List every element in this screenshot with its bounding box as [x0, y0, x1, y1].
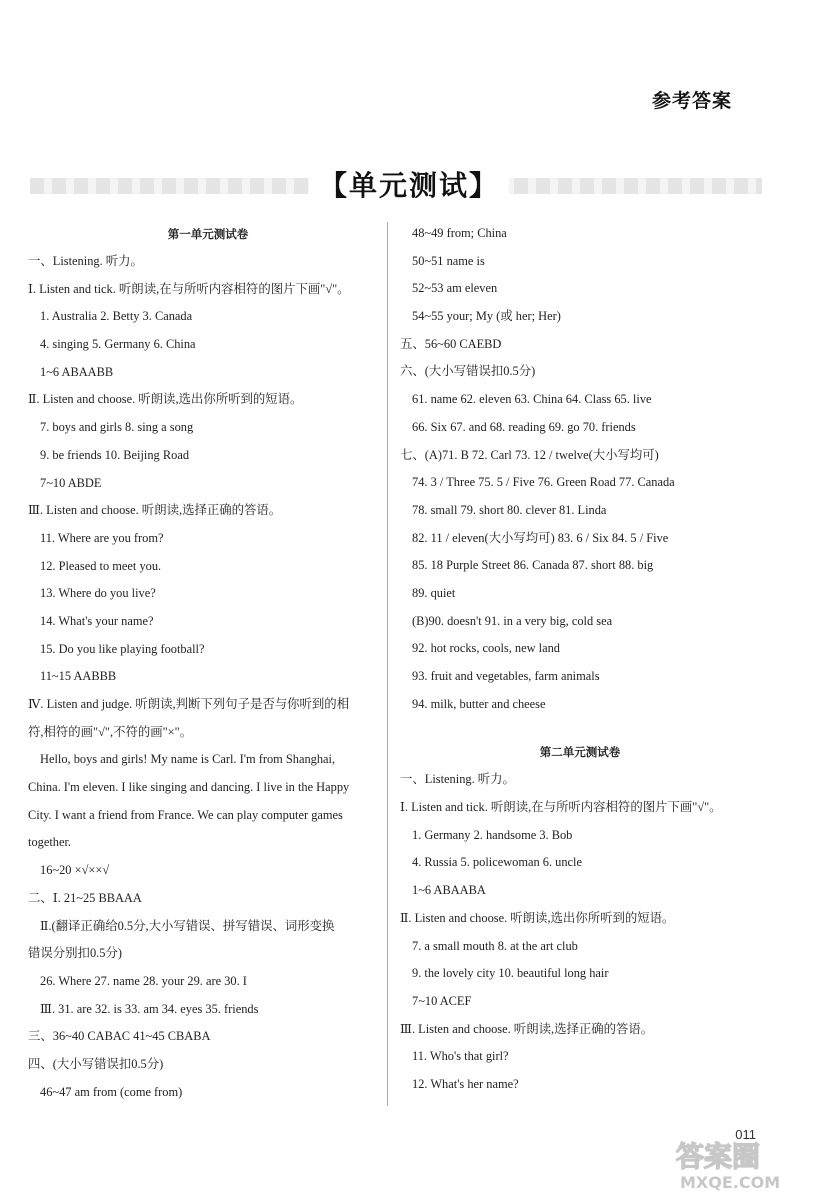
- answer-line: 50~51 name is: [412, 253, 485, 268]
- question-heading: Ⅰ. Listen and tick. 听朗读,在与所听内容相符的图片下画"√"。: [400, 800, 722, 815]
- answer-line: 9. be friends 10. Beijing Road: [40, 447, 190, 462]
- answer-line: 1. Germany 2. handsome 3. Bob: [412, 827, 573, 842]
- banner-title: 【单元测试】: [309, 164, 509, 204]
- question-heading: 一、Listening. 听力。: [400, 772, 515, 787]
- answer-line: 1~6 ABAABB: [40, 364, 114, 379]
- question-heading: Ⅲ. Listen and choose. 听朗读,选择正确的答语。: [28, 503, 282, 518]
- answer-line: 4. Russia 5. policewoman 6. uncle: [412, 855, 582, 870]
- answer-line: 78. small 79. short 80. clever 81. Linda: [412, 502, 607, 517]
- answer-line: 11. Where are you from?: [40, 530, 164, 545]
- answer-line: 52~53 am eleven: [412, 281, 498, 296]
- page-number: 011: [735, 1127, 756, 1142]
- question-heading: 三、36~40 CABAC 41~45 CBABA: [28, 1029, 211, 1044]
- answer-line: 7~10 ABDE: [40, 475, 102, 490]
- answer-line: 54~55 your; My (或 her; Her): [412, 309, 561, 324]
- answer-line: 66. Six 67. and 68. reading 69. go 70. friends: [412, 419, 636, 434]
- banner: [0, 164, 818, 204]
- answer-line: 74. 3 / Three 75. 5 / Five 76. Green Road 77. Canada: [412, 475, 675, 490]
- right-column: [400, 220, 760, 1099]
- answer-line: 14. What's your name?: [40, 613, 154, 628]
- answer-line: 9. the lovely city 10. beautiful long hair: [412, 966, 609, 981]
- column-divider: [387, 222, 388, 1106]
- answer-line: (B)90. doesn't 91. in a very big, cold sea: [412, 613, 613, 628]
- answer-line: 15. Do you like playing football?: [40, 641, 205, 656]
- section-title: 第二单元测试卷: [539, 745, 621, 760]
- answer-line: Ⅲ. 31. are 32. is 33. am 34. eyes 35. friends: [40, 1001, 259, 1016]
- question-heading: 错误分别扣0.5分): [28, 946, 122, 961]
- question-heading: 七、(A)71. B 72. Carl 73. 12 / twelve(大小写均可): [400, 447, 659, 462]
- answer-line: 93. fruit and vegetables, farm animals: [412, 669, 600, 683]
- watermark-line1: 答案圈: [676, 1140, 761, 1173]
- question-heading: 六、(大小写错误扣0.5分): [400, 364, 536, 379]
- question-heading: 一、Listening. 听力。: [28, 254, 143, 268]
- answer-line: 7. boys and girls 8. sing a song: [40, 420, 194, 435]
- answer-line: 12. What's her name?: [412, 1076, 519, 1091]
- answer-line: 11~15 AABBB: [40, 669, 117, 684]
- question-heading: City. I want a friend from France. We can play computer games: [28, 807, 343, 822]
- answer-line: 46~47 am from (come from): [40, 1084, 183, 1099]
- answer-line: 85. 18 Purple Street 86. Canada 87. short 88. big: [412, 558, 654, 573]
- question-heading: Ⅲ. Listen and choose. 听朗读,选择正确的答语。: [400, 1021, 654, 1036]
- answer-line: Hello, boys and girls! My name is Carl. I'm from Shanghai,: [40, 752, 336, 767]
- watermark-line2: MXQE.COM: [680, 1173, 781, 1192]
- question-heading: Ⅱ. Listen and choose. 听朗读,选出你所听到的短语。: [28, 392, 303, 407]
- answer-line: 7. a small mouth 8. at the art club: [412, 938, 578, 953]
- question-heading: Ⅳ. Listen and judge. 听朗读,判断下列句子是否与你听到的相: [28, 697, 350, 711]
- left-column: [28, 220, 388, 1106]
- section-gap: [400, 718, 760, 738]
- question-heading: Ⅰ. Listen and tick. 听朗读,在与所听内容相符的图片下画"√"。: [28, 281, 350, 296]
- answer-line: 61. name 62. eleven 63. China 64. Class 65. live: [412, 392, 652, 407]
- answer-line: Ⅱ.(翻译正确给0.5分,大小写错误、拼写错误、词形变换: [40, 918, 335, 933]
- section-title: 第一单元测试卷: [167, 227, 249, 241]
- question-heading: 四、(大小写错误扣0.5分): [28, 1056, 164, 1071]
- question-heading: 五、56~60 CAEBD: [400, 336, 502, 351]
- answer-line: 4. singing 5. Germany 6. China: [40, 337, 196, 352]
- answer-line: 7~10 ACEF: [412, 993, 472, 1008]
- answer-line: 92. hot rocks, cools, new land: [412, 641, 560, 656]
- answer-line: 48~49 from; China: [412, 226, 507, 240]
- question-heading: China. I'm eleven. I like singing and dancing. I live in the Happy: [28, 780, 350, 795]
- question-heading: together.: [28, 835, 72, 850]
- question-heading: 符,相符的画"√",不符的画"×"。: [28, 724, 193, 739]
- watermark-logo: [670, 1132, 810, 1194]
- answer-line: 16~20 ×√××√: [40, 863, 110, 878]
- answer-line: 94. milk, butter and cheese: [412, 696, 546, 711]
- answer-line: 89. quiet: [412, 585, 456, 600]
- answer-line: 1~6 ABAABA: [412, 883, 486, 898]
- question-heading: 二、Ⅰ. 21~25 BBAAA: [28, 890, 142, 905]
- page-header-title: 参考答案: [651, 90, 732, 112]
- answer-line: 82. 11 / eleven(大小写均可) 83. 6 / Six 84. 5 / Five: [412, 530, 669, 545]
- answer-line: 13. Where do you live?: [40, 586, 156, 601]
- answer-line: 26. Where 27. name 28. your 29. are 30. I: [40, 973, 247, 988]
- answer-line: 1. Australia 2. Betty 3. Canada: [40, 309, 193, 324]
- answer-line: 12. Pleased to meet you.: [40, 558, 162, 573]
- answer-line: 11. Who's that girl?: [412, 1049, 509, 1064]
- question-heading: Ⅱ. Listen and choose. 听朗读,选出你所听到的短语。: [400, 910, 675, 925]
